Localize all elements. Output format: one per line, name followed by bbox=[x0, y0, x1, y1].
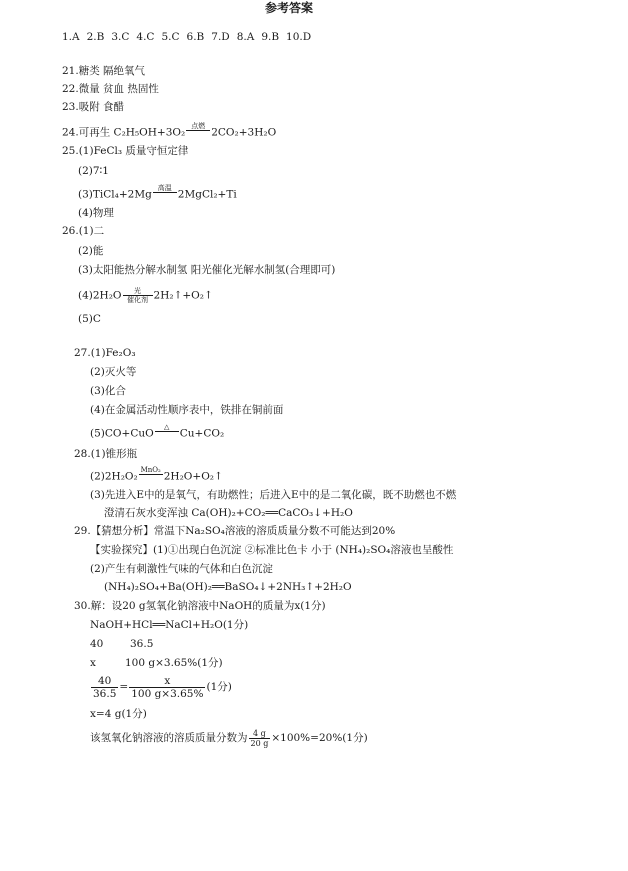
answer-26-3: (3)太阳能热分解水制氢 阳光催化光解水制氢(合理即可) bbox=[78, 264, 336, 276]
answer-30-6: x=4 g(1分) bbox=[90, 708, 147, 720]
answer-21: 21.糖类 隔绝氧气 bbox=[62, 65, 146, 77]
text: ×100%=20%(1分) bbox=[271, 732, 368, 744]
mc-answer: 5.C bbox=[161, 31, 180, 43]
answer-30-2: NaOH+HCl══NaCl+H₂O(1分) bbox=[90, 619, 249, 631]
answer-26-5: (5)C bbox=[78, 313, 101, 325]
answer-27-3: (3)化合 bbox=[90, 385, 126, 397]
mc-answer: 9.B bbox=[261, 31, 280, 43]
answer-29-4: (NH₄)₂SO₄+Ba(OH)₂══BaSO₄↓+2NH₃↑+2H₂O bbox=[104, 581, 352, 593]
answer-25-4: (4)物理 bbox=[78, 207, 114, 219]
answer-28-3-cont: 澄清石灰水变浑浊 Ca(OH)₂+CO₂══CaCO₃↓+H₂O bbox=[104, 507, 353, 519]
equals-sign: = bbox=[119, 681, 129, 693]
fraction: $\frac{40}{36.5}$ bbox=[93, 674, 117, 700]
answer-25-1: 25.(1)FeCl₃ 质量守恒定律 bbox=[62, 145, 189, 157]
equation-right: 2CO₂+3H₂O bbox=[211, 126, 277, 139]
text: 该氢氧化钠溶液的溶质质量分数为 bbox=[90, 732, 248, 744]
equation-left: (2)2H₂O₂ bbox=[90, 470, 138, 483]
equation-left: (5)CO+CuO bbox=[90, 427, 154, 440]
equation-right: 2H₂↑+O₂↑ bbox=[153, 289, 213, 302]
answer-30-5 bbox=[90, 674, 232, 700]
answer-27-4: (4)在金属活动性顺序表中，铁排在铜前面 bbox=[90, 404, 284, 416]
fraction: $\frac{4 g}{20 g}$ bbox=[250, 728, 269, 748]
answer-30-4b: 100 g×3.65%(1分) bbox=[125, 657, 223, 669]
answer-28-3: (3)先进入E中的是氧气，有助燃性；后进入E中的是二氧化碳，既不助燃也不燃 bbox=[90, 489, 457, 501]
answer-28-2 bbox=[90, 468, 223, 485]
fraction: $\frac{x}{100 g\times 3.65\%}$ bbox=[131, 674, 204, 700]
reaction-condition: MnO₂ bbox=[140, 466, 161, 474]
equation-left: (3)TiCl₄+2Mg bbox=[78, 188, 152, 201]
equation-right: 2H₂O+O₂↑ bbox=[163, 470, 223, 483]
reaction-condition: 点燃 bbox=[186, 122, 210, 139]
answer-24 bbox=[62, 124, 276, 141]
answer-26-4 bbox=[78, 287, 213, 304]
answer-26-1: 26.(1)二 bbox=[62, 225, 105, 237]
mc-answer: 2.B bbox=[86, 31, 105, 43]
answer-30-4a: x bbox=[90, 657, 96, 669]
answer-27-2: (2)灭火等 bbox=[90, 366, 137, 378]
answer-23: 23.吸附 食醋 bbox=[62, 101, 125, 113]
reaction-condition: 光 催化剂 bbox=[123, 287, 153, 304]
equation-right: 2MgCl₂+Ti bbox=[177, 188, 237, 201]
mc-answer: 3.C bbox=[111, 31, 130, 43]
answer-29-1: 29.【猜想分析】常温下Na₂SO₄溶液的溶质质量分数不可能达到20% bbox=[74, 525, 396, 537]
mc-answer: 6.B bbox=[186, 31, 205, 43]
multiple-choice-answers bbox=[62, 30, 318, 44]
mc-answer: 8.A bbox=[236, 31, 255, 43]
page-title: 参考答案 bbox=[265, 1, 314, 15]
score-note: (1分) bbox=[206, 681, 232, 693]
answer-30-7 bbox=[90, 726, 368, 750]
mc-answer: 4.C bbox=[136, 31, 155, 43]
reaction-condition: 高温 bbox=[153, 184, 177, 201]
answer-29-2: 【实验探究】(1)①出现白色沉淀 ②标准比色卡 小于 (NH₄)₂SO₄溶液也呈酸性 bbox=[90, 544, 454, 556]
equation-right: Cu+CO₂ bbox=[179, 427, 225, 440]
answer-26-2: (2)能 bbox=[78, 245, 104, 257]
answer-22: 22.微量 贫血 热固性 bbox=[62, 83, 159, 95]
answer-28-1: 28.(1)锥形瓶 bbox=[74, 448, 138, 460]
answer-25-3 bbox=[78, 186, 237, 203]
mc-answer: 7.D bbox=[211, 31, 230, 43]
equation-left: 24.可再生 C₂H₅OH+3O₂ bbox=[62, 126, 186, 139]
answer-29-3: (2)产生有刺激性气味的气体和白色沉淀 bbox=[90, 563, 273, 575]
reaction-condition: △ bbox=[155, 423, 179, 440]
mc-answer: 1.A bbox=[62, 31, 80, 43]
mc-answer: 10.D bbox=[286, 31, 312, 43]
answer-30-1: 30.解：设20 g氢氧化钠溶液中NaOH的质量为x(1分) bbox=[74, 600, 326, 612]
answer-25-2: (2)7∶1 bbox=[78, 165, 109, 177]
answer-30-3b: 36.5 bbox=[130, 638, 154, 650]
answer-30-3a: 40 bbox=[90, 638, 104, 650]
equation-left: (4)2H₂O bbox=[78, 289, 122, 302]
answer-27-1: 27.(1)Fe₂O₃ bbox=[74, 347, 136, 359]
answer-27-5 bbox=[90, 425, 224, 442]
